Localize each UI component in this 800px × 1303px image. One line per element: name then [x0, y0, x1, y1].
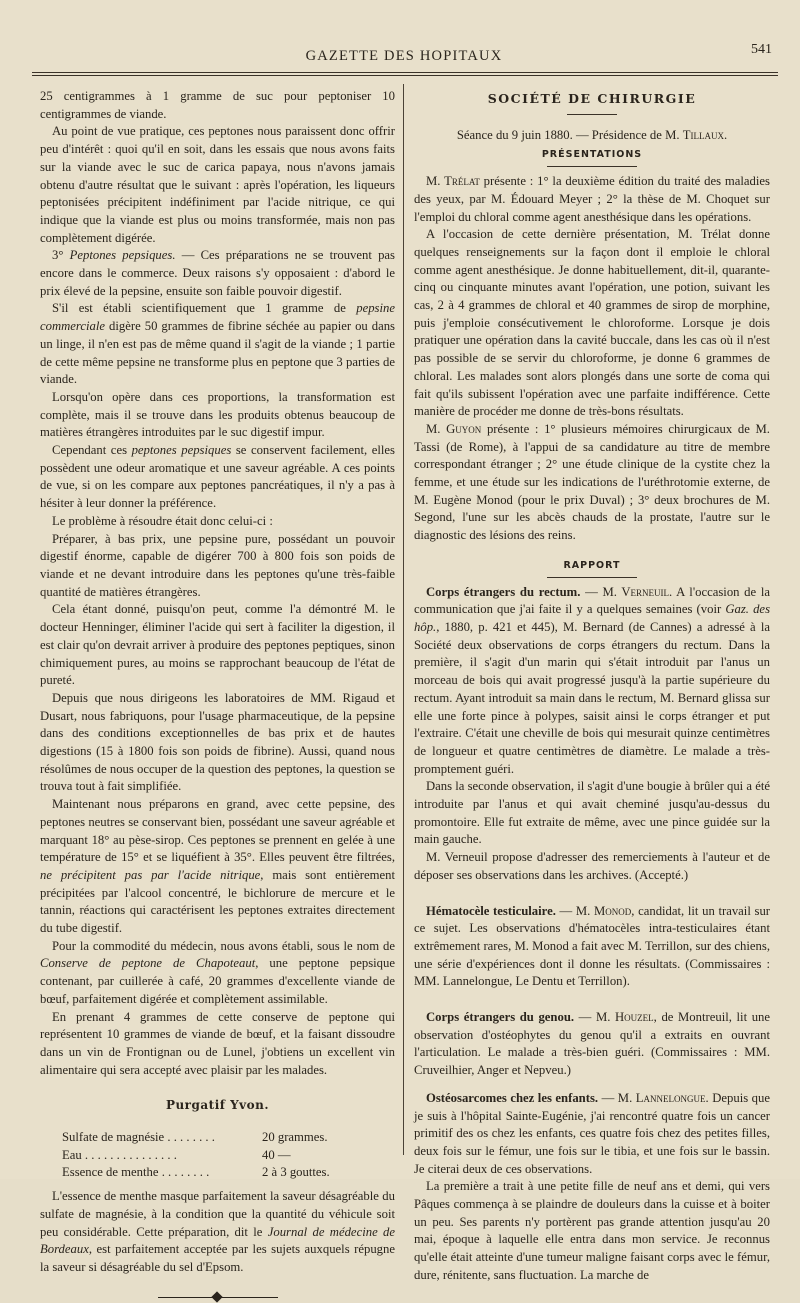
recipe-ingredient: Eau . . . . . . . . . . . . . . . — [62, 1147, 177, 1162]
paragraph: Pour la commodité du médecin, nous avons établi, sous le nom de Conserve de peptone de Chapoteaut, une peptone pepsique contenant, par cuillerée à café, 20 grammes d'excellente viande de bœuf, parfaitement digérée et complètement assimilable. — [40, 938, 395, 1006]
recipe-ingredient: Essence de menthe . . . . . . . . — [62, 1165, 210, 1180]
recipe-title: Purgatif Yvon. — [165, 1098, 270, 1113]
paragraph: M. Guyon présente : 1° plusieurs mémoires chirurgicaux de M. Tassi (de Rome), à l'appui de sa candidature au titre de membre correspondant étranger ; 2° une étude clinique de la cystite chez la femme, et une étude sur les indications de l'uréthrotomie externe, de M. Eugène Monod (pour le prix Duval) ; 3° deux brochures de M. Segond, l'une sur les abcès chauds de la prostate, l'autre sur le diagnostic des lésions des reins. — [414, 421, 770, 543]
paragraph: La première a trait à une petite fille de neuf ans et demi, qui vers Pâques commença à se plaindre de douleurs dans la cuisse et à boiter un peu. Ses parents n'y portèrent pas grande attention jusqu'au 20 mai, époque à laquelle elle entra dans mon service. Je reconnus qu'elle était atteinte d'une tumeur maligne faisant corps avec le fémur, dure, rénitente, sans fluctuation. La marche de — [414, 1179, 770, 1282]
paragraph: Maintenant nous préparons en grand, avec cette pepsine, des peptones neutres se conservant bien, possédant une saveur agréable et marquant 18° au pèse-sirop. Ces peptones se prennent en gelée à une température de 15° et se liquéfient à 35°. Elles peuvent être filtrées, ne précipitent pas par l'acide nitrique, mais sont entièrement précipitées par l'alcool concentré, le bichlorure de mercure et le tannin, réactions qui caractérisent les peptones extraites directement du tube digestif. — [40, 797, 395, 936]
recipe-list — [40, 1129, 395, 1182]
paragraph: Hématocèle testiculaire. — M. Monod, candidat, lit un travail sur ce sujet. Les observations d'hématocèles intra-testiculaires étant extrêmement rares, M. Monod a fait avec M. Terrillon, sur des chiens, une série d'expériences dont il donne les résultats. (Commissaires : MM. Lannelongue, Le Dentu et Terrillon). — [414, 903, 771, 989]
page-number: 541 — [751, 42, 772, 57]
paragraph: L'essence de menthe masque parfaitement la saveur désagréable du sulfate de magnésie, à la condition que la quantité du véhicule soit peu considérable. Cette préparation, dit le Journal de médecine de Bordeaux, est parfaitement acceptée par les sujets auxquels répugne la saveur si désagréable du sel d'Epsom. — [40, 1189, 395, 1274]
subsection-heading: PRÉSENTATIONS — [541, 149, 643, 161]
recipe-ingredient: Sulfate de magnésie . . . . . . . . — [62, 1130, 215, 1145]
paragraph: S'il est établi scientifiquement que 1 gramme de pepsine commerciale digère 50 grammes de fibrine séchée au papier ou dans un linge, il n'en est pas de même quand il s'agit de la viande ; 1 partie de cette même pepsine ne transforme plus en peptone que 3 parties de viande. — [40, 301, 395, 387]
recipe-row — [62, 1147, 395, 1165]
subsection-rule — [547, 166, 637, 167]
paragraph: 3° Peptones pepsiques. — Ces préparations ne se trouvent pas encore dans le commerce. Deux raisons s'y opposaient : d'abord le prix élevé de la pepsine, ensuite son faible pouvoir digestif. — [40, 248, 395, 298]
recipe-amount: 40 — — [262, 1147, 291, 1162]
paragraph: Corps étrangers du rectum. — M. Verneuil. A l'occasion de la communication que j'ai faite il y a quelques semaines (voir Gaz. des hôp., 1880, p. 421 et 445), M. Bernard (de Cannes) a adressé à la Société deux observations de corps étrangers du rectum. Dans la première, il s'agit d'un marin qui s'était introduit par l'anus un morceau de bois qui avait progressé jusqu'à la partie supérieure du rectum. Ayant introduit sa main dans le rectum, M. Bernard glissa sur elle une forte pince à polypes, saisit ainsi le corps étranger et put l'extraire. C'était une cheville de bois qui mesurait quinze centimètres de longueur et quatre centimètres de diamètre. Le malade a très-promptement guéri. — [414, 584, 771, 776]
paragraph: Corps étrangers du genou. — M. Houzel, de Montreuil, lit une observation d'ostéophytes du genou qu'il a extraits en ouvrant l'articulation. Le malade a très-bien guéri. (Commissaires : MM. Cruveilhier, Anger et Nepveu.) — [414, 1010, 771, 1078]
paragraph: Dans la seconde observation, il s'agit d'une bougie à brûler qui a été introduite par l'anus et qui avait cheminé jusqu'au-dessus du promontoire. Elle fut extraite de même, avec une pince guidée sur la main gauche. — [414, 779, 770, 847]
ornament-divider — [158, 1293, 278, 1303]
paragraph: Le problème à résoudre était donc celui-ci : — [52, 513, 273, 528]
running-title: GAZETTE DES HOPITAUX — [305, 48, 503, 64]
paragraph: Ostéosarcomes chez les enfants. — M. Lannelongue. Depuis que je suis à l'hôpital Sainte-Eugénie, j'ai rencontré quatre fois un cancer primitif des os chez les enfants, ces quatre fois chez des petites filles, deux fois sur le fémur, une fois sur le tibia, et une fois sur le bassin. Je citerai deux de ces observations. — [414, 1090, 770, 1176]
column-divider — [403, 84, 404, 1155]
left-column — [40, 88, 395, 1274]
paragraph: En prenant 4 grammes de cette conserve de peptone qui représentent 10 grammes de viande de bœuf, et la faisant dissoudre dans un vin de Frontignan ou de Lunel, j'obtiens un excellent vin alimentaire qui sera accepté avec plaisir par les malades. — [40, 1009, 395, 1077]
paragraph: A l'occasion de cette dernière présentation, M. Trélat donne quelques renseignements sur la façon dont il emploie le chloral comme agent anesthésique. Je donne habituellement, dit-il, quarante-cinq ou cinquante minutes avant l'opération, une potion, suivant les cas, 2 à 4 grammes de chloral et 40 grammes de sirop de morphine, puis j'emploie consécutivement le chloroforme. Lorsque je dois pratiquer une opération dans la cavité buccale, dans les cas où il n'est pas possible de se servir du chloroforme, je donne 6 grammes de chloral. Les malades sont alors plongés dans une sorte de coma qui fait qu'ils subissent l'opération avec une parfaite indifférence. Cette manière de procéder me donne de très-bons résultats. — [414, 227, 770, 419]
subsection-rule — [547, 577, 637, 578]
session-line: Séance du 9 juin 1880. — Présidence de M. Tillaux. — [456, 127, 728, 142]
recipe-amount: 2 à 3 gouttes. — [262, 1165, 330, 1180]
subsection-heading: RAPPORT — [563, 559, 621, 571]
recipe-row — [62, 1129, 395, 1147]
header-rule — [32, 72, 778, 76]
paragraph: Préparer, à bas prix, une pepsine pure, possédant un pouvoir digestif énorme, capable de digérer 700 à 800 fois son poids de viande et ne devant introduire dans les peptones qu'une très-faible quantité de matières étrangères. — [40, 531, 395, 599]
paragraph: Cela étant donné, puisqu'on peut, comme l'a démontré M. le docteur Henninger, éliminer l'acide qui sert à faciliter la digestion, il est clair qu'on devrait arriver à produire des peptones peptiques, sinon chimiquement pures, au moins se rapprochant beaucoup de l'état de pureté. — [40, 602, 395, 688]
recipe-row — [62, 1164, 395, 1182]
paragraph: 25 centigrammes à 1 gramme de suc pour peptoniser 10 centigrammes de viande. — [40, 89, 395, 121]
paragraph: Au point de vue pratique, ces peptones nous paraissent donc offrir peu d'intérêt : quoi qu'il en soit, dans les essais que nous avons faits sur la viande avec le suc de carica papaya, nous n'avons jamais obtenu d'autre résultat que le suivant : après l'opération, les liqueurs peptonisées précipitent indéfiniment par l'acide nitrique, ce qui indique que la viande est plus ou moins transformée, mais non pas complètement digérée. — [40, 124, 395, 245]
paragraph: Lorsqu'on opère dans ces proportions, la transformation est complète, mais il se trouve dans les produits obtenus beaucoup de matières étrangères introduites par le suc digestif impur. — [40, 389, 395, 440]
recipe-amount: 20 grammes. — [262, 1130, 328, 1145]
paragraph: Cependant ces peptones pepsiques se conservent facilement, elles possèdent une odeur aromatique et une saveur agréable. A ces points de vue, si on les compare aux peptones pancréatiques, il n'y a pas à hésiter à leur donner la préférence. — [40, 443, 395, 511]
paragraph: M. Verneuil propose d'adresser des remerciements à l'auteur et de déposer ses observations dans les archives. (Accepté.) — [414, 850, 770, 882]
right-column — [414, 88, 771, 1282]
paragraph: M. Trélat présente : 1° la deuxième édition du traité des maladies des yeux, par M. Édouard Meyer ; 2° la thèse de M. Choquet sur l'emploi du chloral comme agent anesthésique dans les opérations. — [414, 174, 770, 224]
paragraph: Depuis que nous dirigeons les laboratoires de MM. Rigaud et Dusart, nous fabriquons, pour l'usage pharmaceutique, de la pepsine dans des conditions exceptionnelles de bas prix et de hautes digestions (15 à 1800 fois son poids de fibrine). Aussi, quand nous résolûmes de nous occuper de la question des peptones, la question se trouva tout à fait simplifiée. — [40, 690, 395, 794]
section-title: SOCIÉTÉ DE CHIRURGIE — [487, 91, 697, 106]
section-rule — [567, 114, 617, 115]
